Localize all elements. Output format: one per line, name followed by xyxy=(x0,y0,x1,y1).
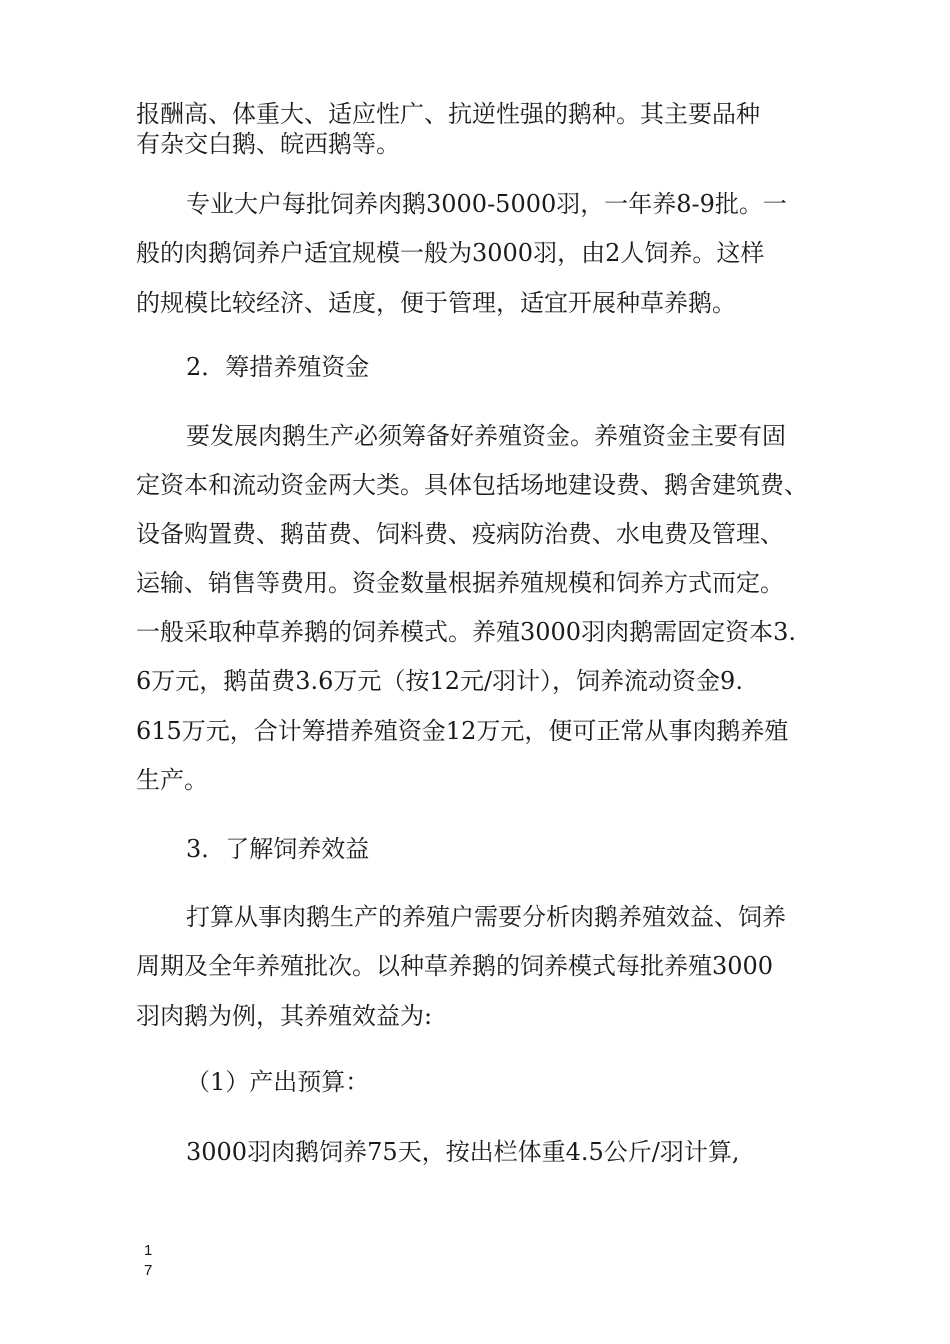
paragraph-line: 的规模比较经济、适度，便于管理，适宜开展种草养鹅。 xyxy=(136,289,736,317)
paragraph-line: 运输、销售等费用。资金数量根据养殖规模和饲养方式而定。 xyxy=(136,569,784,597)
paragraph-line: 615万元，合计筹措养殖资金12万元，便可正常从事肉鹅养殖 xyxy=(136,717,789,745)
paragraph-line: 生产。 xyxy=(136,766,208,794)
paragraph-line: 一般采取种草养鹅的饲养模式。养殖3000羽肉鹅需固定资本3. xyxy=(136,618,796,646)
paragraph-line: 有杂交白鹅、皖西鹅等。 xyxy=(136,130,400,158)
paragraph-line: 专业大户每批饲养肉鹅3000-5000羽，一年养8-9批。一 xyxy=(186,190,787,218)
section-heading: 2．筹措养殖资金 xyxy=(186,353,370,381)
paragraph-line: 定资本和流动资金两大类。具体包括场地建设费、鹅舍建筑费、 xyxy=(136,471,808,499)
section-heading: 3．了解饲养效益 xyxy=(186,835,370,863)
paragraph-line: 羽肉鹅为例，其养殖效益为: xyxy=(136,1002,433,1030)
sub-heading: （1）产出预算： xyxy=(186,1068,370,1096)
paragraph-line: 般的肉鹅饲养户适宜规模一般为3000羽，由2人饲养。这样 xyxy=(136,239,765,267)
paragraph-line: 周期及全年养殖批次。以种草养鹅的饲养模式每批养殖3000 xyxy=(136,952,774,980)
page-number-digit: 7 xyxy=(144,1262,153,1279)
paragraph-line: 要发展肉鹅生产必须筹备好养殖资金。养殖资金主要有固 xyxy=(186,422,786,450)
paragraph-line: 6万元，鹅苗费3.6万元（按12元/羽计），饲养流动资金9. xyxy=(136,667,743,695)
page-number-digit: 1 xyxy=(144,1242,153,1259)
paragraph-line: 设备购置费、鹅苗费、饲料费、疫病防治费、水电费及管理、 xyxy=(136,520,784,548)
paragraph-line: 报酬高、体重大、适应性广、抗逆性强的鹅种。其主要品种 xyxy=(136,100,760,128)
paragraph-line: 打算从事肉鹅生产的养殖户需要分析肉鹅养殖效益、饲养 xyxy=(186,903,786,931)
paragraph-line: 3000羽肉鹅饲养75天，按出栏体重4.5公斤/羽计算, xyxy=(186,1138,740,1166)
